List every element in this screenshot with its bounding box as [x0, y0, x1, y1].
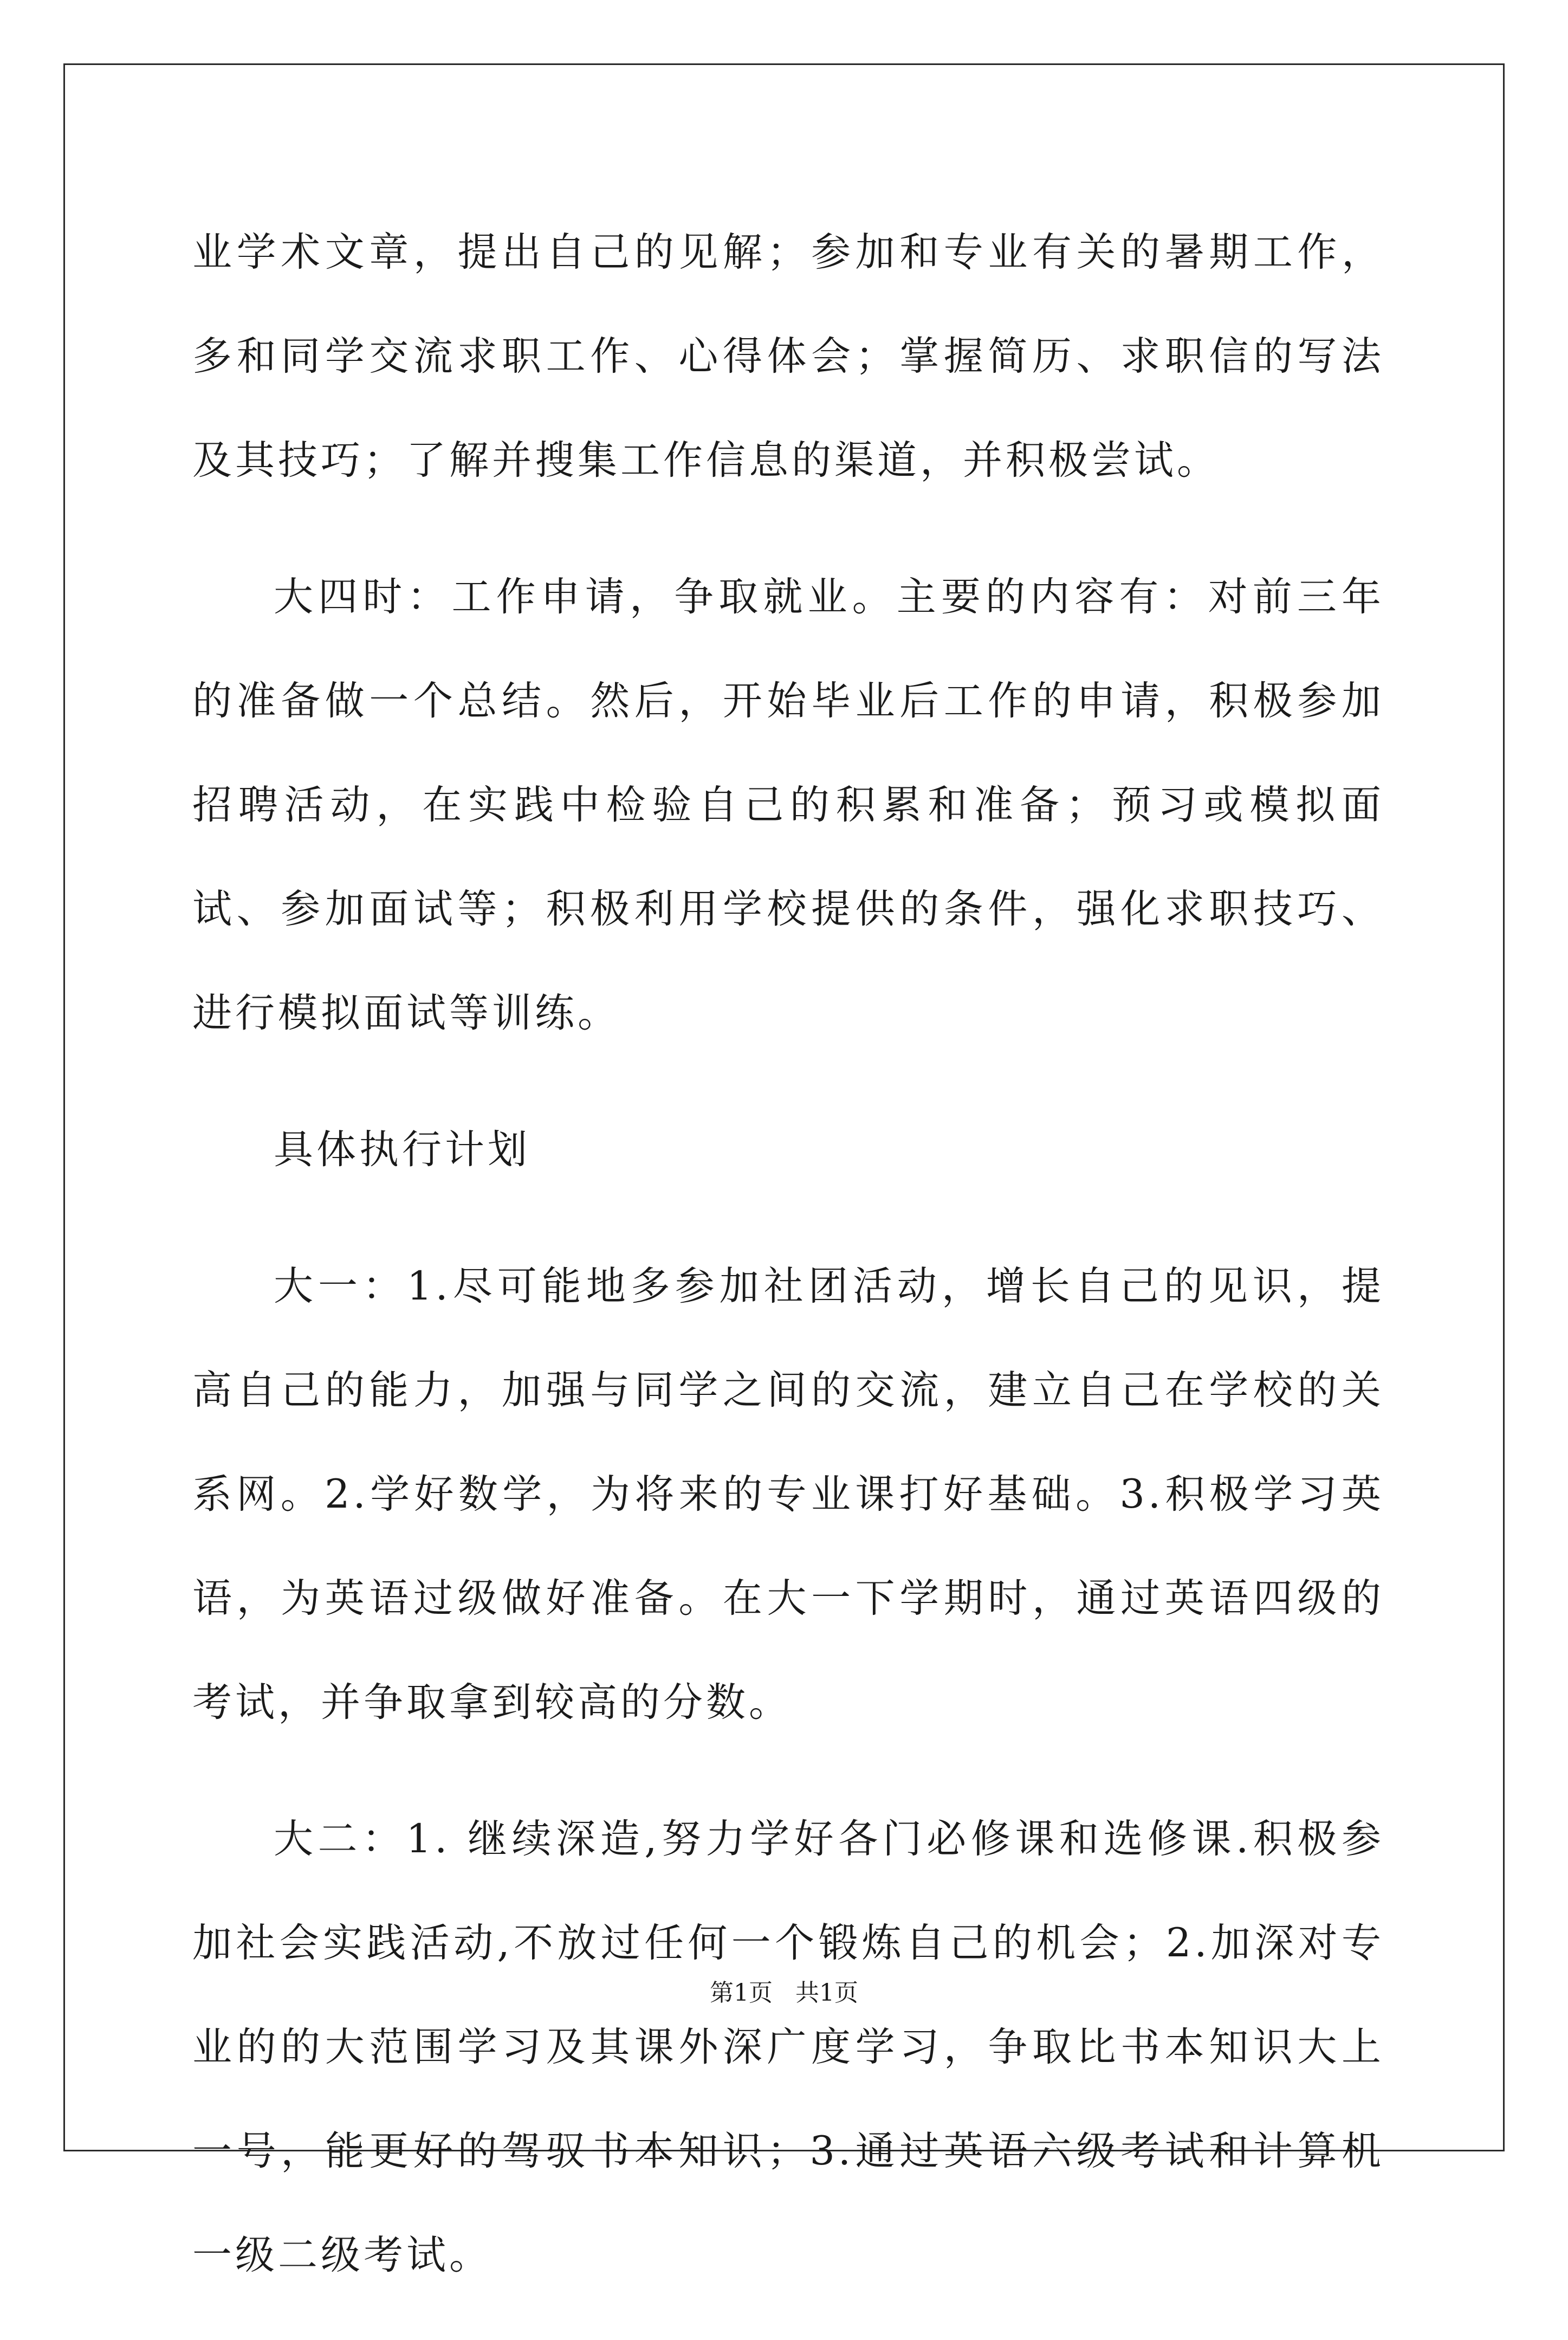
section-heading-execution-plan: 具体执行计划	[274, 1127, 530, 1173]
paragraph-senior-year: 大四时：工作申请，争取就业。主要的内容有：对前三年的准备做一个总结。然后，开始毕业后工作的申请，积极参加招聘活动，在实践中检验自己的积累和准备；预习或模拟面试、参加面试等；积极利用学校提供的条件，强化求职技巧、进行模拟面试等训练。	[192, 574, 1384, 1036]
paragraph-sophomore-year: 大二：1. 继续深造,努力学好各门必修课和选修课.积极参加社会实践活动,不放过任何一个锻炼自己的机会；2.加深对专业的的大范围学习及其课外深广度学习，争取比书本知识大上一号，能更好的驾驭书本知识；3.通过英语六级考试和计算机一级二级考试。	[192, 1816, 1384, 2278]
document-body	[192, 201, 1384, 2340]
page-number-footer: 第1页 共1页	[710, 1979, 858, 2007]
paragraph-freshman-year: 大一：1.尽可能地多参加社团活动，增长自己的见识，提高自己的能力，加强与同学之间的交流，建立自己在学校的关系网。2.学好数学，为将来的专业课打好基础。3.积极学习英语，为英语过级做好准备。在大一下学期时，通过英语四级的考试，并争取拿到较高的分数。	[192, 1263, 1384, 1725]
paragraph-career-prep-continued: 业学术文章，提出自己的见解；参加和专业有关的暑期工作，多和同学交流求职工作、心得体会；掌握简历、求职信的写法及其技巧；了解并搜集工作信息的渠道，并积极尝试。	[192, 229, 1384, 483]
